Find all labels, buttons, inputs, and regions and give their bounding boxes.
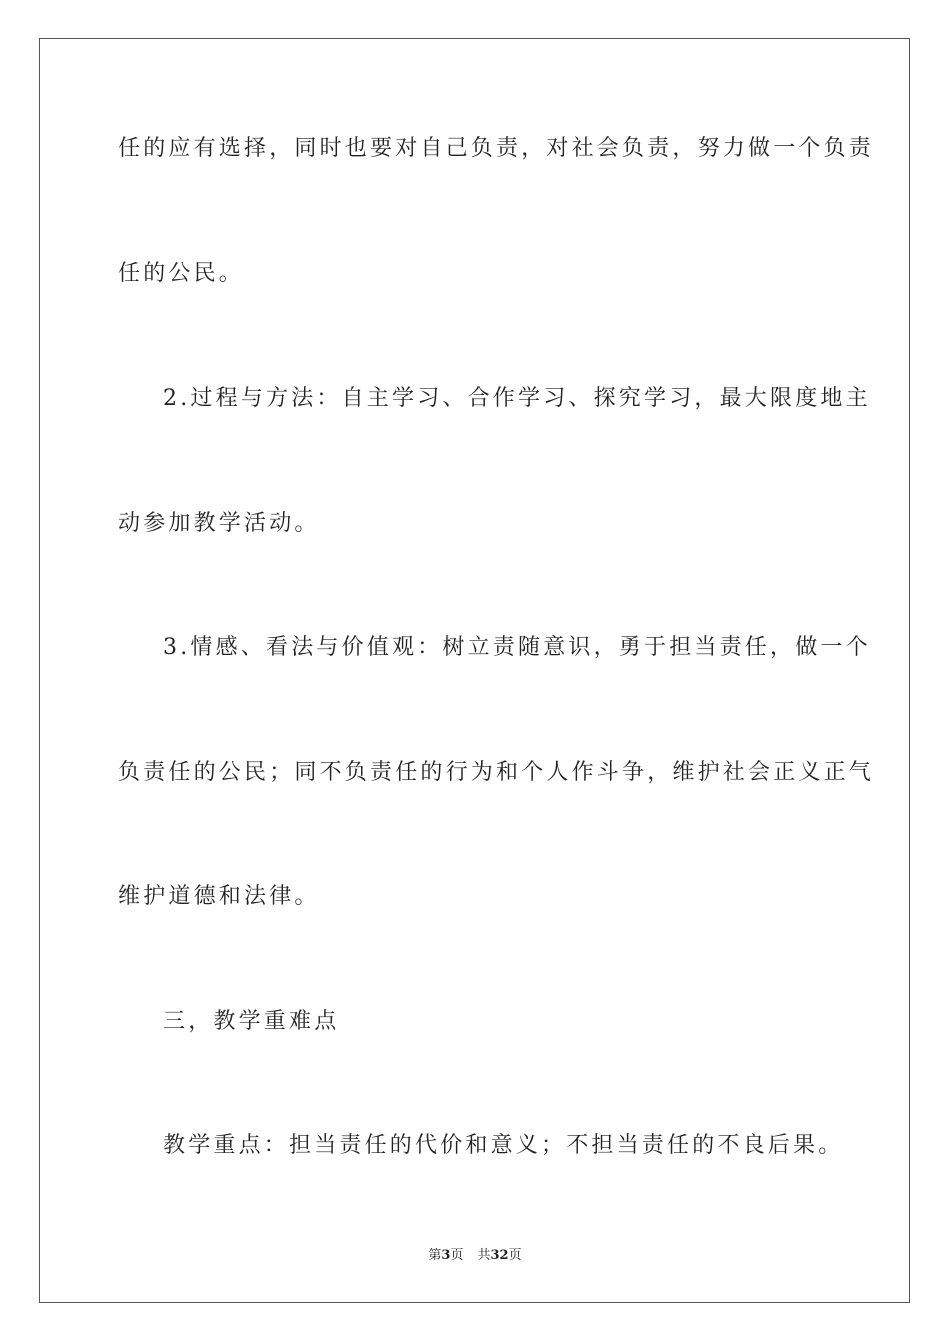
body-text-line: 维护道德和法律。: [118, 884, 320, 909]
page-border: [39, 38, 910, 1303]
body-text-line: 负责任的公民；同不负责任的行为和个人作斗争，维护社会正义正气: [118, 760, 875, 785]
page-footer: [0, 1247, 950, 1265]
body-text-line: 任的公民。: [118, 261, 245, 286]
body-text-line: 动参加教学活动。: [118, 511, 320, 536]
page-label-prefix: 第: [428, 1248, 442, 1263]
body-text-line: 任的应有选择，同时也要对自己负责，对社会负责，努力做一个负责: [118, 136, 875, 161]
page-label-suffix: 页: [450, 1248, 464, 1263]
total-label-suffix: 页: [508, 1248, 522, 1263]
body-text-line: 教学重点：担当责任的代价和意义；不担当责任的不良后果。: [163, 1133, 844, 1158]
section-heading: 三，教学重难点: [163, 1009, 340, 1034]
body-text-line: 3.情感、看法与价值观：树立责随意识，勇于担当责任，做一个: [163, 635, 871, 660]
body-text-line: 2.过程与方法：自主学习、合作学习、探究学习，最大限度地主: [163, 386, 871, 411]
page-number: 3: [441, 1248, 451, 1263]
total-label-prefix: 共: [477, 1248, 491, 1263]
total-pages: 32: [490, 1248, 509, 1263]
